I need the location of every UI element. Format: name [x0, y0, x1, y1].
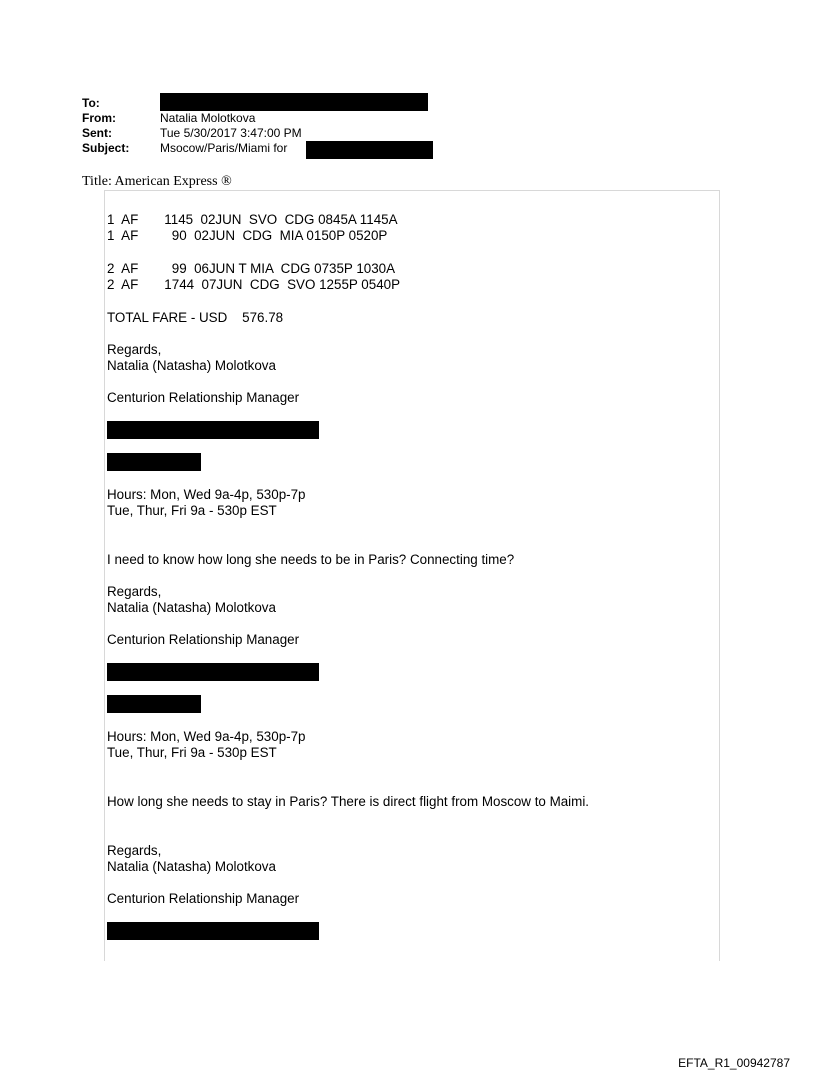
hours-line-1: Hours: Mon, Wed 9a-4p, 530p-7p [107, 487, 306, 502]
regards-text: Regards, [107, 843, 162, 858]
regards-text: Regards, [107, 342, 162, 357]
subject-label: Subject: [82, 141, 130, 155]
redaction-contact [107, 663, 319, 681]
signature-role: Centurion Relationship Manager [107, 390, 300, 405]
redaction-phone [107, 453, 201, 471]
itinerary-line: 1 AF 90 02JUN CDG MIA 0150P 0520P [107, 228, 388, 243]
from-label: From: [82, 111, 116, 125]
redaction-phone [107, 695, 201, 713]
sent-label: Sent: [82, 126, 112, 140]
to-label: To: [82, 96, 100, 110]
signature-name: Natalia (Natasha) Molotkova [107, 358, 276, 373]
itinerary-line: 2 AF 1744 07JUN CDG SVO 1255P 0540P [107, 277, 401, 292]
redaction-contact [107, 922, 319, 940]
redaction-to [160, 93, 428, 111]
signature-role: Centurion Relationship Manager [107, 891, 300, 906]
itinerary-line: 1 AF 1145 02JUN SVO CDG 0845A 1145A [107, 212, 398, 227]
total-fare: TOTAL FARE - USD 576.78 [107, 310, 284, 325]
hours-line-2: Tue, Thur, Fri 9a - 530p EST [107, 503, 277, 518]
message-text: I need to know how long she needs to be in Paris? Connecting time? [107, 552, 515, 567]
message-body [107, 212, 590, 906]
hours-line-1: Hours: Mon, Wed 9a-4p, 530p-7p [107, 729, 306, 744]
hours-line-2: Tue, Thur, Fri 9a - 530p EST [107, 745, 277, 760]
itinerary-line: 2 AF 99 06JUN T MIA CDG 0735P 1030A [107, 261, 396, 276]
message-box [104, 190, 720, 961]
sent-value: Tue 5/30/2017 3:47:00 PM [160, 126, 302, 140]
signature-name: Natalia (Natasha) Molotkova [107, 859, 276, 874]
signature-name: Natalia (Natasha) Molotkova [107, 600, 276, 615]
redaction-subject [306, 141, 433, 159]
signature-role: Centurion Relationship Manager [107, 632, 300, 647]
message-text: How long she needs to stay in Paris? There is direct flight from Moscow to Maimi. [107, 794, 590, 809]
redaction-contact [107, 421, 319, 439]
regards-text: Regards, [107, 584, 162, 599]
document-id: EFTA_R1_00942787 [678, 1056, 790, 1070]
from-value: Natalia Molotkova [160, 111, 256, 125]
document-title: Title: American Express ® [82, 174, 232, 189]
subject-value: Msocow/Paris/Miami for [160, 141, 288, 155]
